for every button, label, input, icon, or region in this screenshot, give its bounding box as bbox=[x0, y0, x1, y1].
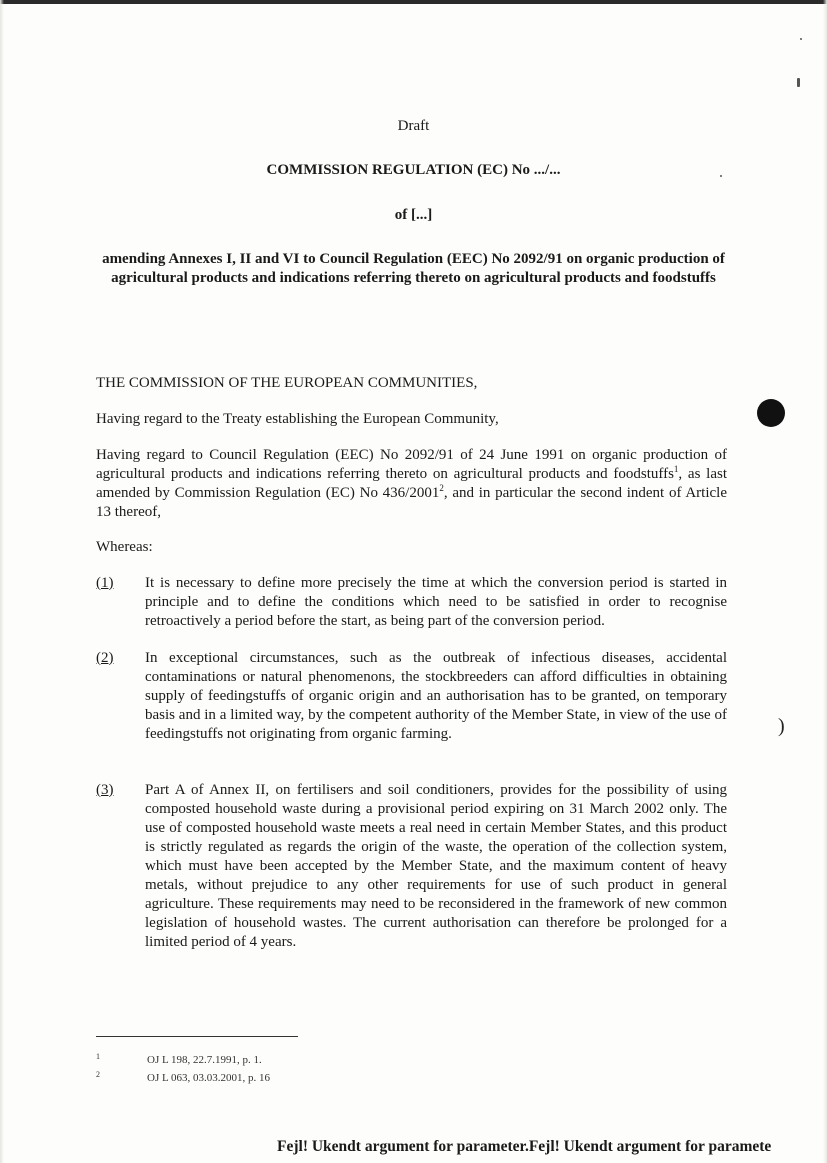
citation-text-part-3: , and in particular the second indent of Article 13 thereof, bbox=[96, 485, 727, 520]
scan-artifact-bracket: ) bbox=[778, 715, 785, 737]
citation-text-part-1: Having regard to Council Regulation (EEC) No 2092/91 of 24 June 1991 on organic production of agricultural products and indications referring thereto on agricultural products and foodstuffs bbox=[96, 447, 727, 482]
recital-1 bbox=[96, 574, 727, 631]
citation-text-part-2: , as last amended by Commission Regulation (EC) No 436/2001 bbox=[96, 466, 728, 501]
footer-field-error: Fejl! Ukendt argument for parameter.Fejl! Ukendt argument for paramete bbox=[277, 1138, 772, 1155]
footnote-ref-2: 2 bbox=[439, 483, 444, 493]
scan-speck bbox=[800, 38, 802, 40]
recital-text: Part A of Annex II, on fertilisers and soil conditioners, provides for the possibility of using composted household waste during a provisional period expiring on 31 March 2002 only. The use of composted household waste meets a real need in certain Member States, and this product is strictly regulated as regards the origin of the waste, the operation of the collection system, which must have been accepted by the Member State, and the maximum content of heavy metals, without prejudice to any other requirements for use of such product in general agriculture. These requirements may need to be reconsidered in the framework of new common legislation of household wastes. The current authorisation can therefore be prolonged for a limited period of 4 years. bbox=[145, 782, 727, 950]
recital-2 bbox=[96, 649, 727, 744]
regulation-date: of [...] bbox=[394, 207, 433, 223]
commission-heading: THE COMMISSION OF THE EUROPEAN COMMUNITIES, bbox=[96, 375, 478, 391]
scan-top-edge-line bbox=[0, 0, 827, 4]
footnote-text: OJ L 198, 22.7.1991, p. 1. bbox=[147, 1054, 262, 1066]
recital-number: (3) bbox=[96, 782, 114, 798]
footnote-2 bbox=[96, 1071, 270, 1085]
draft-label: Draft bbox=[397, 118, 430, 134]
scan-speck bbox=[720, 175, 722, 177]
footnote-mark: 1 bbox=[96, 1052, 100, 1061]
council-regulation-citation bbox=[96, 446, 727, 522]
footnote-separator bbox=[96, 1036, 298, 1037]
recital-number: (1) bbox=[96, 575, 114, 591]
recital-text: It is necessary to define more precisely the time at which the conversion period is started in principle and to define the conditions which need to be satisfied in order to recognise retroactively a period before the start, as being part of the conversion period. bbox=[145, 575, 727, 629]
scan-speck bbox=[797, 78, 800, 87]
hole-punch-mark bbox=[757, 399, 785, 427]
footnote-1 bbox=[96, 1053, 262, 1067]
footnote-mark: 2 bbox=[96, 1070, 100, 1079]
regulation-title: COMMISSION REGULATION (EC) No .../... bbox=[266, 162, 561, 178]
whereas-heading: Whereas: bbox=[96, 539, 153, 555]
recital-number: (2) bbox=[96, 650, 114, 666]
recital-text: In exceptional circumstances, such as the outbreak of infectious diseases, accidental contaminations or natural phenomenons, the stockbreeders can afford difficulties in obtaining supply of feedingstuffs of organic origin and an authorisation has to be granted, on temporary basis and in a limited way, by the competent authority of the Member State, in view of the use of feedingstuffs not originating from organic farming. bbox=[145, 650, 727, 742]
treaty-citation: Having regard to the Treaty establishing the European Community, bbox=[96, 411, 499, 427]
regulation-subject: amending Annexes I, II and VI to Council Regulation (EEC) No 2092/91 on organic production of agricultural products and indications referring thereto on agricultural products and foodstuffs bbox=[102, 251, 725, 286]
recital-3 bbox=[96, 781, 727, 952]
footnote-text: OJ L 063, 03.03.2001, p. 16 bbox=[147, 1072, 271, 1084]
footnote-ref-1: 1 bbox=[673, 464, 679, 474]
